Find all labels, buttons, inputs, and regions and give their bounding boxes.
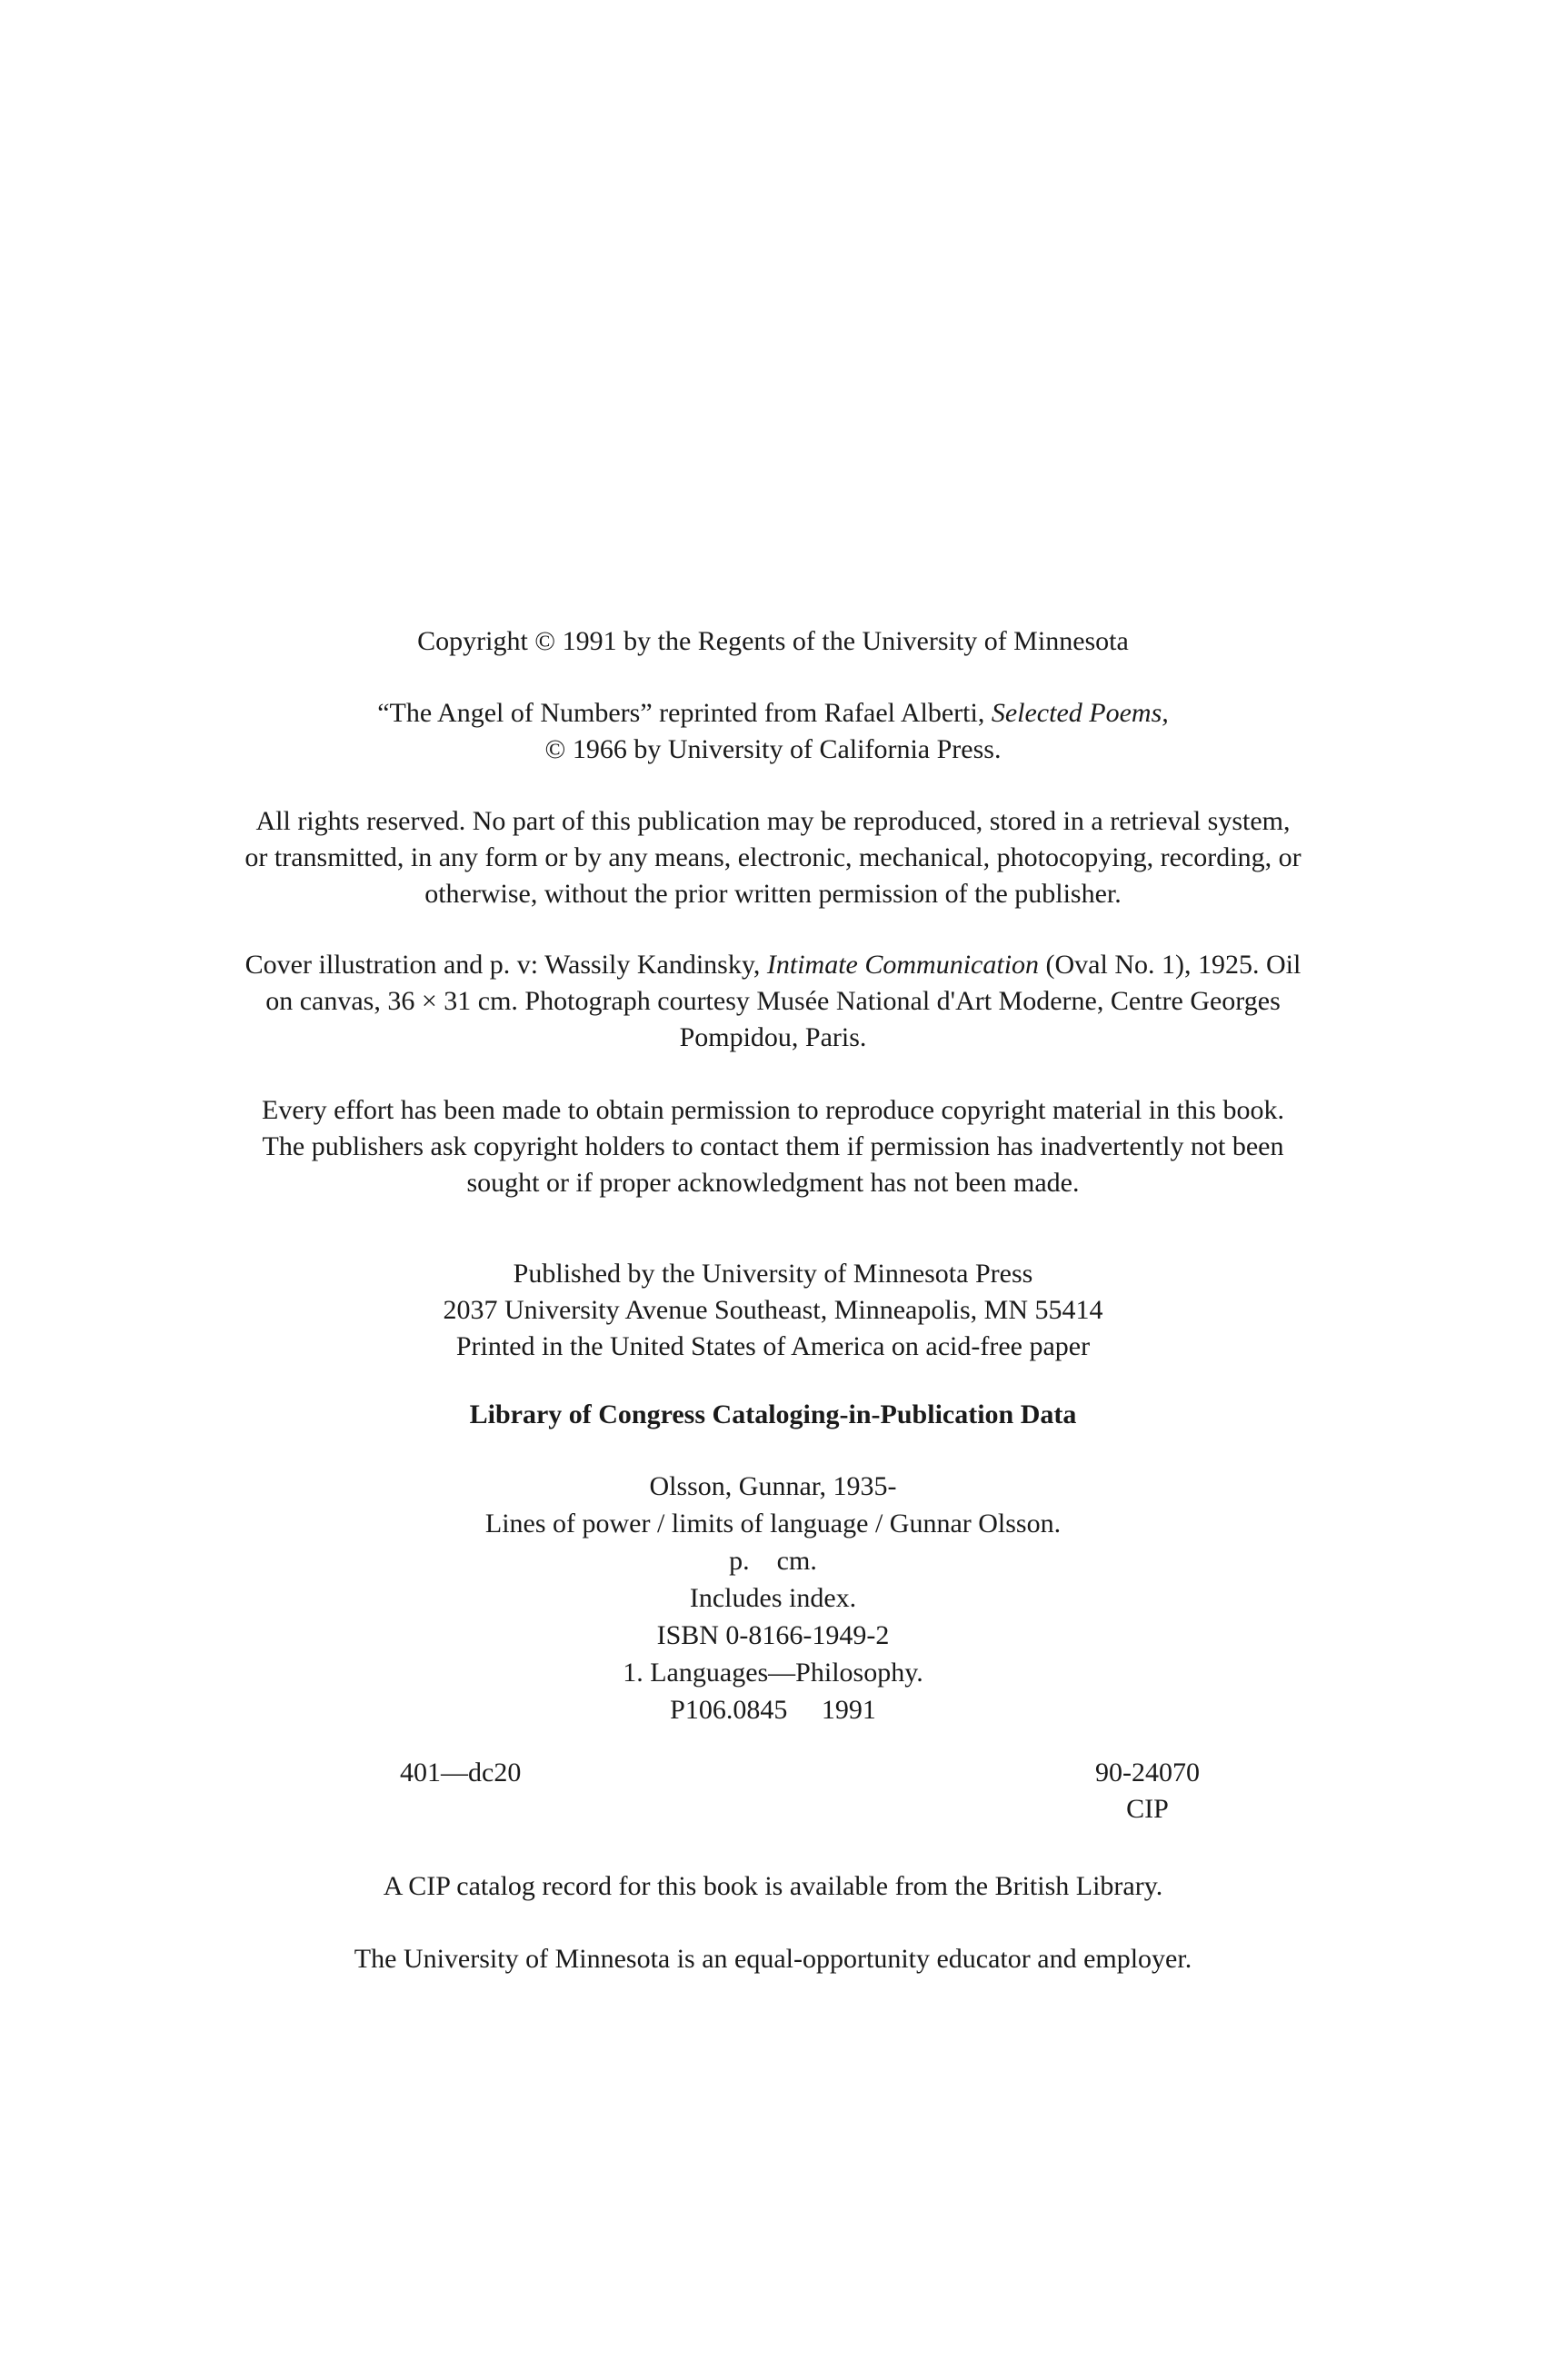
cip-index-note: Includes index. bbox=[689, 1583, 857, 1613]
reprint-credit bbox=[145, 695, 1401, 768]
permissions-line-3: sought or if proper acknowledgment has not been made. bbox=[466, 1168, 1080, 1198]
cip-lccn-block bbox=[1095, 1755, 1200, 1827]
permissions-line-2: The publishers ask copyright holders to contact them if permission has inadvertently not been bbox=[262, 1131, 1284, 1161]
cip-subject: 1. Languages—Philosophy. bbox=[623, 1658, 923, 1688]
cover-credit-text-post: (Oval No. 1), 1925. Oil bbox=[1039, 950, 1302, 980]
cip-heading bbox=[145, 1397, 1401, 1433]
publisher-address: 2037 University Avenue Southeast, Minneapolis, MN 55414 bbox=[443, 1295, 1103, 1325]
equal-opportunity-statement bbox=[145, 1941, 1401, 1977]
publisher-line-1: Published by the University of Minnesota Press bbox=[513, 1259, 1033, 1289]
rights-line-2: or transmitted, in any form or by any means, electronic, mechanical, photocopying, recording, or bbox=[244, 842, 1302, 872]
reprint-credit-line-1 bbox=[145, 695, 1401, 732]
cover-credit-line-1 bbox=[145, 947, 1401, 983]
cip-isbn: ISBN 0-8166-1949-2 bbox=[656, 1620, 890, 1650]
cover-artwork-title: Intimate Communication bbox=[766, 950, 1040, 980]
printing-info: Printed in the United States of America on acid-free paper bbox=[455, 1331, 1091, 1361]
rights-line-1: All rights reserved. No part of this publication may be reproduced, stored in a retrieval system, bbox=[255, 806, 1291, 836]
reprint-credit-text: “The Angel of Numbers” reprinted from Rafael Alberti, bbox=[377, 698, 992, 728]
cip-call-number: 401—dc20 bbox=[400, 1758, 522, 1787]
equal-opportunity-line: The University of Minnesota is an equal-opportunity educator and employer. bbox=[354, 1944, 1192, 1974]
cip-heading-text: Library of Congress Cataloging-in-Publication Data bbox=[469, 1399, 1077, 1429]
cip-title: Lines of power / limits of language / Gunnar Olsson. bbox=[484, 1509, 1062, 1539]
publisher-info bbox=[145, 1256, 1401, 1365]
permissions-line-1: Every effort has been made to obtain permission to reproduce copyright material in this book. bbox=[262, 1095, 1284, 1125]
cip-classification: P106.0845 1991 bbox=[670, 1695, 876, 1725]
cip-lccn: 90-24070 bbox=[1095, 1758, 1200, 1787]
cip-author: Olsson, Gunnar, 1935- bbox=[649, 1471, 897, 1501]
cip-record bbox=[145, 1468, 1401, 1728]
reprint-credit-line-2: © 1966 by University of California Press. bbox=[544, 734, 1002, 764]
reprint-credit-book-title: Selected Poems, bbox=[991, 698, 1169, 728]
permissions-notice bbox=[145, 1092, 1401, 1201]
rights-reserved-notice bbox=[145, 803, 1401, 912]
british-library-line: A CIP catalog record for this book is available from the British Library. bbox=[383, 1871, 1163, 1901]
cover-credit-line-3: Pompidou, Paris. bbox=[679, 1022, 867, 1052]
copyright-notice bbox=[145, 623, 1401, 660]
cip-numbers-row bbox=[400, 1755, 1200, 1833]
cover-illustration-credit bbox=[145, 947, 1401, 1056]
cover-credit-line-2: on canvas, 36 × 31 cm. Photograph courtesy Musée National d'Art Moderne, Centre Georges bbox=[265, 986, 1281, 1016]
cip-physical-description: p. cm. bbox=[729, 1546, 817, 1576]
rights-line-3: otherwise, without the prior written permission of the publisher. bbox=[424, 879, 1122, 909]
cover-credit-text-pre: Cover illustration and p. v: Wassily Kandinsky, bbox=[244, 950, 767, 980]
british-library-note bbox=[145, 1868, 1401, 1905]
copyright-line: Copyright © 1991 by the Regents of the University of Minnesota bbox=[417, 626, 1129, 656]
cip-label: CIP bbox=[1126, 1794, 1169, 1824]
